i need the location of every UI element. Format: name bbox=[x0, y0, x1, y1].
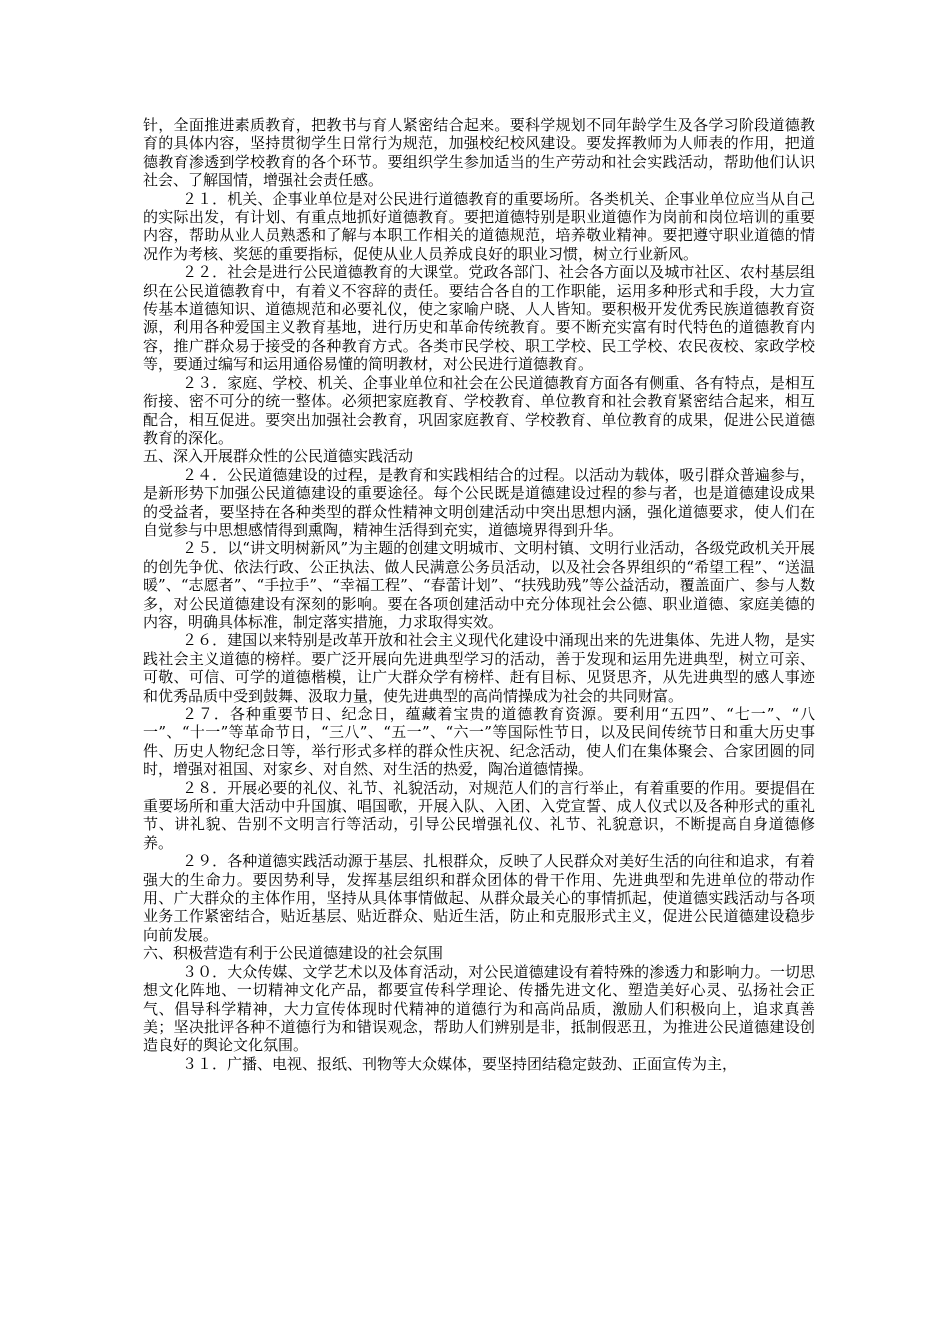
section-heading-6: 六、积极营造有利于公民道德建设的社会氛围 bbox=[143, 944, 444, 963]
paragraph-23: ２３．家庭、学校、机关、企事业单位和社会在公民道德教育方面各有侧重、各有特点，是相互衔接、密不可分的统一整体。必须把家庭教育、学校教育、单位教育和社会教育紧密结合起来，相互配合，相互促进。要突出加强社会教育，巩固家庭教育、学校教育、单位教育的成果，促进公民道德教育的深化。 bbox=[143, 373, 815, 447]
paragraph-30: ３０．大众传媒、文学艺术以及体育活动，对公民道德建设有着特殊的渗透力和影响力。一切思想文化阵地、一切精神文化产品，都要宣传科学理论、传播先进文化、塑造美好心灵、弘扬社会正气、倡导科学精神，大力宣传体现时代精神的道德行为和高尚品质，激励人们积极向上，追求真善美；坚决批评各种不道德行为和错误观念，帮助人们辨别是非，抵制假恶丑，为推进公民道德建设创造良好的舆论文化氛围。 bbox=[143, 962, 815, 1055]
paragraph-22: ２２．社会是进行公民道德教育的大课堂。党政各部门、社会各方面以及城市社区、农村基层组织在公民道德教育中，有着义不容辞的责任。要结合各自的工作职能，运用多种形式和手段，大力宣传基本道德知识、道德规范和必要礼仪，使之家喻户晓、人人皆知。要积极开发优秀民族道德教育资源，利用各种爱国主义教育基地，进行历史和革命传统教育。要不断充实富有时代特色的道德教育内容，推广群众易于接受的各种教育方式。各类市民学校、职工学校、民工学校、农民夜校、家政学校等，要通过编写和运用通俗易懂的简明教材，对公民进行道德教育。 bbox=[143, 263, 815, 374]
paragraph-29: ２９．各种道德实践活动源于基层、扎根群众，反映了人民群众对美好生活的向往和追求，有着强大的生命力。要因势利导，发挥基层组织和群众团体的骨干作用、先进典型和先进单位的带动作用、广大群众的主体作用，坚持从具体事情做起、从群众最关心的事情抓起，使道德实践活动与各项业务工作紧密结合，贴近基层、贴近群众、贴近生活，防止和克服形式主义，促进公民道德建设稳步向前发展。 bbox=[143, 852, 815, 944]
section-heading-5: 五、深入开展群众性的公民道德实践活动 bbox=[143, 447, 414, 466]
document-body bbox=[143, 116, 815, 1073]
paragraph-26: ２６．建国以来特别是改革开放和社会主义现代化建设中涌现出来的先进集体、先进人物，是实践社会主义道德的榜样。要广泛开展向先进典型学习的活动，善于发现和运用先进典型，树立可亲、可敬、可信、可学的道德楷模，让广大群众学有榜样、赶有目标、见贤思齐，从先进典型的感人事迹和优秀品质中受到鼓舞、汲取力量，使先进典型的高尚情操成为社会的共同财富。 bbox=[143, 631, 815, 705]
paragraph-24: ２４．公民道德建设的过程，是教育和实践相结合的过程。以活动为载体，吸引群众普遍参与，是新形势下加强公民道德建设的重要途径。每个公民既是道德建设过程的参与者，也是道德建设成果的受益者，要坚持在各种类型的群众性精神文明创建活动中突出思想内涵，强化道德要求，使人们在自觉参与中思想感情得到熏陶，精神生活得到充实，道德境界得到升华。 bbox=[143, 465, 815, 539]
paragraph-28: ２８．开展必要的礼仪、礼节、礼貌活动，对规范人们的言行举止，有着重要的作用。要提倡在重要场所和重大活动中升国旗、唱国歌，开展入队、入团、入党宣誓、成人仪式以及各种形式的重礼节、讲礼貌、告别不文明言行等活动，引导公民增强礼仪、礼节、礼貌意识，不断提高自身道德修养。 bbox=[143, 778, 815, 852]
paragraph-25: ２５．以“讲文明树新风”为主题的创建文明城市、文明村镇、文明行业活动，各级党政机关开展的创先争优、依法行政、公正执法、做人民满意公务员活动，以及社会各界组织的“希望工程”、“送温暖”、“志愿者”、“手拉手”、“幸福工程”、“春蕾计划”、“扶残助残”等公益活动，覆盖面广、参与人数多，对公民道德建设有深刻的影响。要在各项创建活动中充分体现社会公德、职业道德、家庭美德的内容，明确具体标准，制定落实措施，力求取得实效。 bbox=[143, 539, 815, 631]
paragraph-31: ３１．广播、电视、报纸、刊物等大众媒体，要坚持团结稳定鼓劲、正面宣传为主， bbox=[182, 1054, 738, 1073]
paragraph-21: ２１．机关、企事业单位是对公民进行道德教育的重要场所。各类机关、企事业单位应当从自己的实际出发，有计划、有重点地抓好道德教育。要把道德特别是职业道德作为岗前和岗位培训的重要内容，帮助从业人员熟悉和了解与本职工作相关的道德规范，培养敬业精神。要把遵守职业道德的情况作为考核、奖惩的重要指标，促使从业人员养成良好的职业习惯，树立行业新风。 bbox=[143, 189, 815, 263]
paragraph-continuation: 针，全面推进素质教育，把教书与育人紧密结合起来。要科学规划不同年龄学生及各学习阶段道德教育的具体内容，坚持贯彻学生日常行为规范，加强校纪校风建设。要发挥教师为人师表的作用，把道德教育渗透到学校教育的各个环节。要组织学生参加适当的生产劳动和社会实践活动，帮助他们认识社会、了解国情，增强社会责任感。 bbox=[143, 116, 815, 190]
paragraph-27: ２７．各种重要节日、纪念日，蕴藏着宝贵的道德教育资源。要利用“五四”、“七一”、“八一”、“十一”等革命节日，“三八”、“五一”、“六一”等国际性节日，以及民间传统节日和重大历史事件、历史人物纪念日等，举行形式多样的群众性庆祝、纪念活动，使人们在集体聚会、合家团圆的同时，增强对祖国、对家乡、对自然、对生活的热爱，陶冶道德情操。 bbox=[143, 705, 815, 779]
